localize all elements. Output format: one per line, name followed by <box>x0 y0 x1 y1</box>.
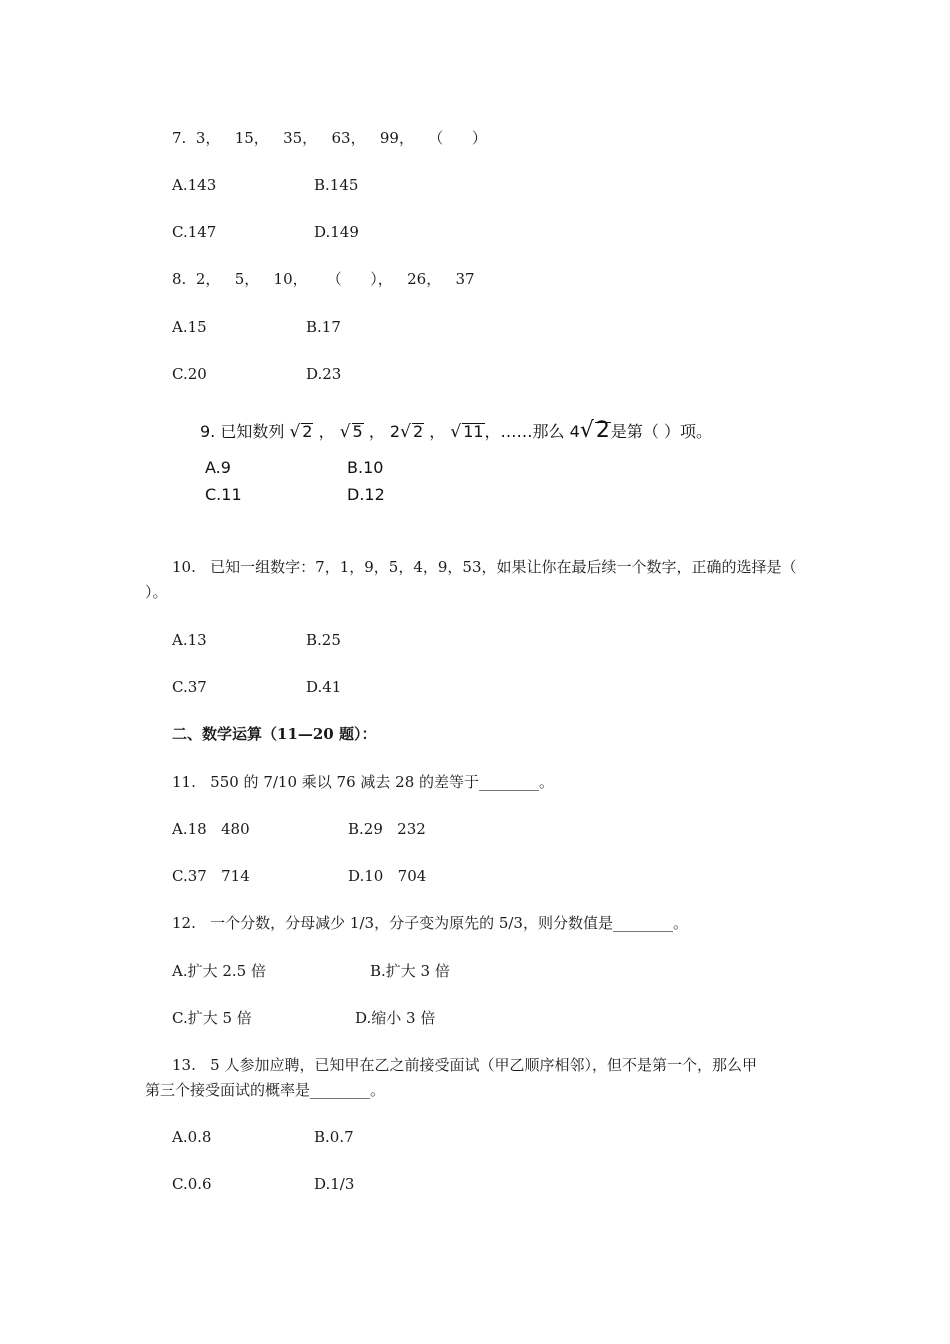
question-9-option-b: B.10 <box>347 458 384 477</box>
question-9-term-1: 2 <box>302 422 313 441</box>
question-7-option-a: A.143 <box>172 176 217 194</box>
question-10-stem-line-2: ）。 <box>145 583 168 601</box>
question-10-option-a: A.13 <box>172 631 207 649</box>
question-9-prefix: 9. 已知数列 <box>200 422 285 441</box>
question-9-coef-3: 2 <box>389 422 401 441</box>
question-12-option-d: D.缩小 3 倍 <box>355 1009 436 1027</box>
question-8-option-b: B.17 <box>306 318 341 336</box>
question-9-ellipsis: ，……那么 <box>484 422 565 441</box>
question-9-term-2: 5 <box>352 422 363 441</box>
question-9-option-c: C.11 <box>205 485 242 504</box>
section-heading: 二、数学运算（11—20 题）： <box>172 725 377 743</box>
question-11-option-b: B.29 232 <box>348 820 426 838</box>
question-7-option-c: C.147 <box>172 223 217 241</box>
question-8-stem: 8. 2， 5， 10， （ ）， 26， 37 <box>172 270 475 288</box>
question-9-term-3: 2 <box>412 422 424 441</box>
question-13-option-b: B.0.7 <box>314 1128 354 1146</box>
question-11-option-d: D.10 704 <box>348 867 427 885</box>
question-12-option-b: B.扩大 3 倍 <box>370 962 450 980</box>
question-8-option-c: C.20 <box>172 365 207 383</box>
sqrt-symbol: √ <box>579 418 594 443</box>
question-10-option-c: C.37 <box>172 678 207 696</box>
question-9-term-5: 2 <box>595 418 610 443</box>
question-13-stem-line-1: 13. 5 人参加应聘，已知甲在乙之前接受面试（甲乙顺序相邻），但不是第一个，那么甲 <box>172 1056 757 1074</box>
question-9-suffix: 是第（ ）项。 <box>610 422 712 441</box>
question-10-stem-line-1: 10. 已知一组数字：7，1，9，5，4，9，53，如果让你在最后续一个数字，正确的选择是（ <box>172 558 797 576</box>
question-12-option-c: C.扩大 5 倍 <box>172 1009 252 1027</box>
sqrt-symbol: √ <box>450 422 462 442</box>
question-12-option-a: A.扩大 2.5 倍 <box>172 962 266 980</box>
question-13-option-a: A.0.8 <box>172 1128 212 1146</box>
sqrt-symbol: √ <box>289 422 301 442</box>
question-11-option-a: A.18 480 <box>172 820 250 838</box>
question-7-stem: 7. 3， 15， 35， 63， 99， （ ） <box>172 129 487 147</box>
question-12-stem: 12. 一个分数，分母减少 1/3，分子变为原先的 5/3，则分数值是________。 <box>172 914 688 932</box>
question-9-coef-5: 4 <box>569 422 580 441</box>
question-7-option-d: D.149 <box>314 223 359 241</box>
question-9-option-d: D.12 <box>347 485 385 504</box>
question-10-option-b: B.25 <box>306 631 341 649</box>
sqrt-symbol: √ <box>339 422 351 442</box>
question-9-separator: ， <box>318 422 335 441</box>
question-9-separator: ， <box>368 422 385 441</box>
question-8-option-d: D.23 <box>306 365 342 383</box>
question-10-option-d: D.41 <box>306 678 342 696</box>
question-9-option-a: A.9 <box>205 458 231 477</box>
question-11-stem: 11. 550 的 7/10 乘以 76 减去 28 的差等于________。 <box>172 773 555 791</box>
question-9-stem <box>200 418 712 443</box>
question-13-stem-line-2: 第三个接受面试的概率是________。 <box>145 1081 386 1099</box>
question-11-option-c: C.37 714 <box>172 867 250 885</box>
sqrt-symbol: √ <box>400 422 411 442</box>
question-13-option-c: C.0.6 <box>172 1175 212 1193</box>
question-8-option-a: A.15 <box>172 318 207 336</box>
question-13-option-d: D.1/3 <box>314 1175 355 1193</box>
question-9-term-4: 11 <box>463 422 484 441</box>
question-9-separator: ， <box>429 422 446 441</box>
question-7-option-b: B.145 <box>314 176 359 194</box>
